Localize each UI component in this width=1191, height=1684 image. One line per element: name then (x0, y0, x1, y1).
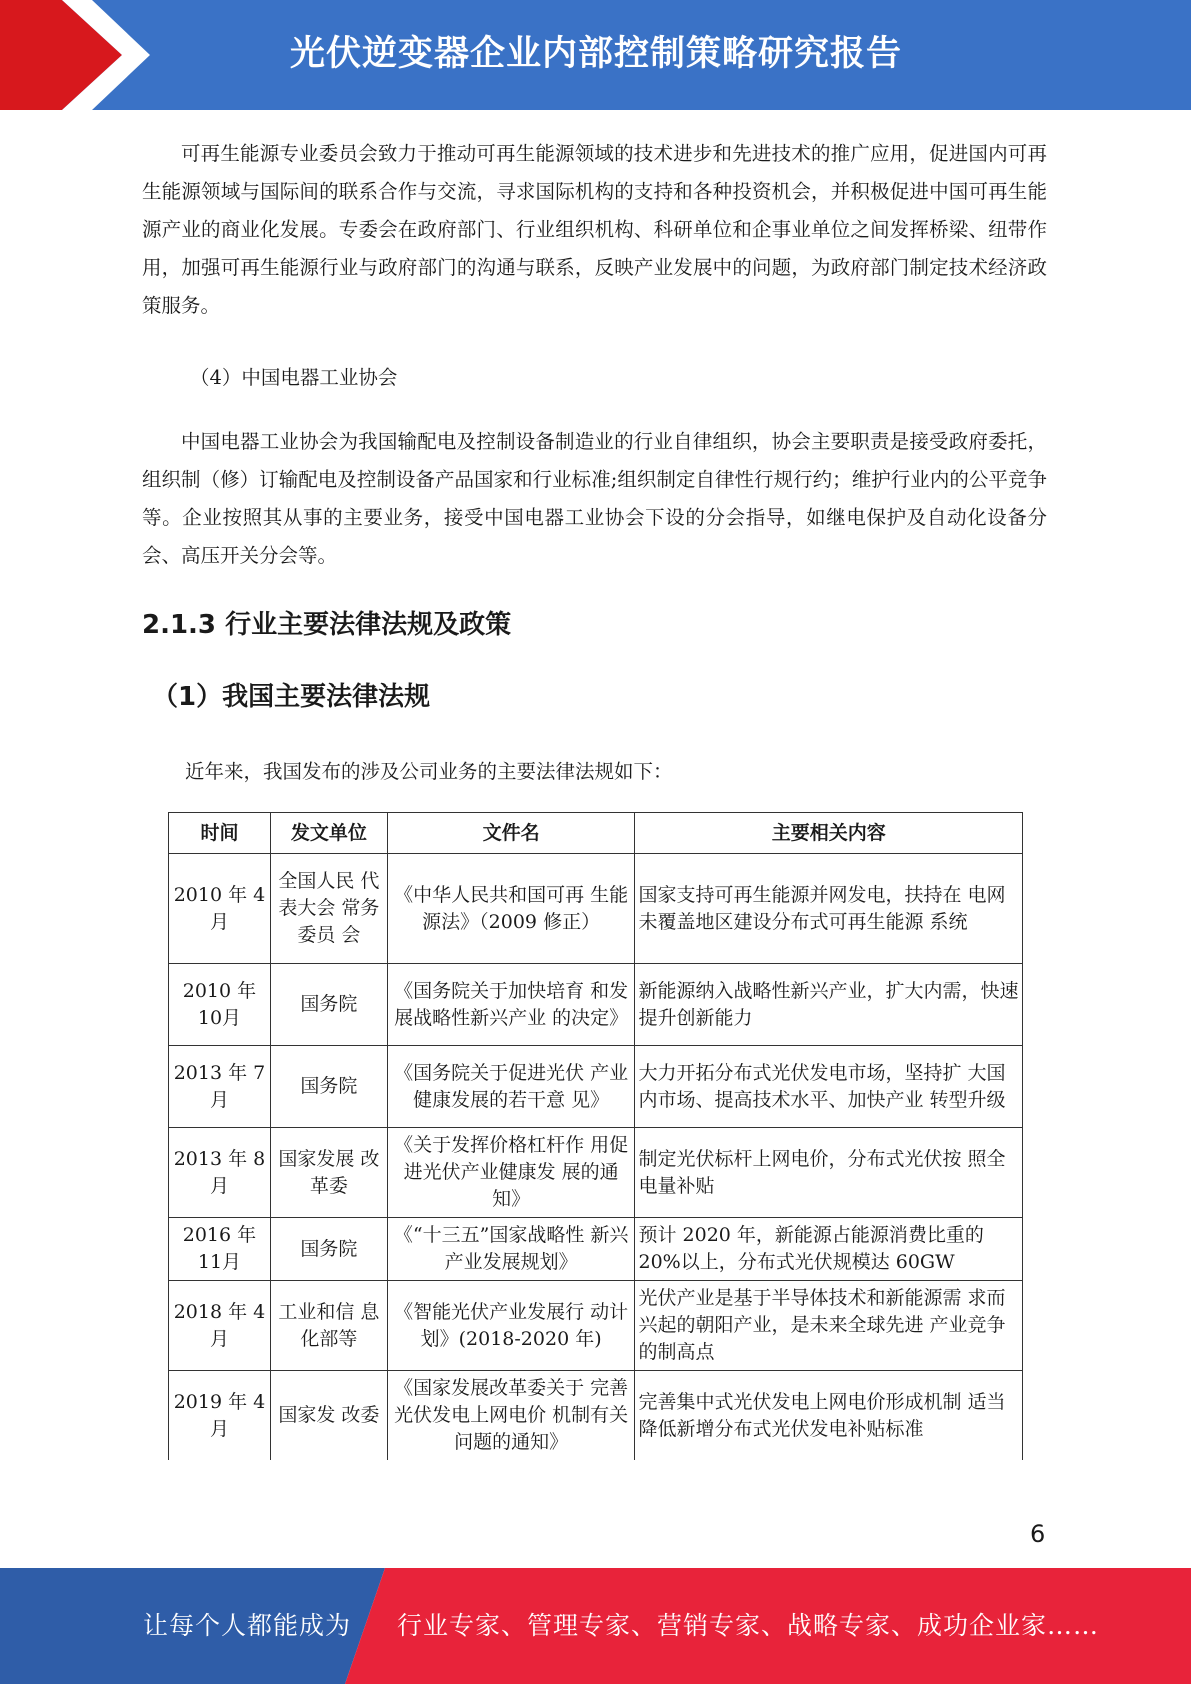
column-header-time: 时间 (169, 813, 271, 854)
cell-issuer: 国家发 改委 (270, 1371, 387, 1461)
cell-content: 完善集中式光伏发电上网电价形成机制 适当降低新增分布式光伏发电补贴标准 (635, 1371, 1023, 1461)
table-row (169, 854, 1023, 964)
table-header-row (169, 813, 1023, 854)
cell-issuer: 国务院 (270, 1046, 387, 1128)
report-title: 光伏逆变器企业内部控制策略研究报告 (290, 34, 903, 74)
table-row (169, 1128, 1023, 1218)
cell-content: 制定光伏标杆上网电价，分布式光伏按 照全电量补贴 (635, 1128, 1023, 1218)
cell-time: 2013 年 8月 (169, 1128, 271, 1218)
cell-time: 2010 年 10月 (169, 964, 271, 1046)
cell-issuer: 全国人民 代表大会 常务委员 会 (270, 854, 387, 964)
table-row (169, 964, 1023, 1046)
cell-issuer: 国务院 (270, 1218, 387, 1281)
cell-content: 预计 2020 年，新能源占能源消费比重的 20%以上，分布式光伏规模达 60GW (635, 1218, 1023, 1281)
cell-content: 大力开拓分布式光伏发电市场，坚持扩 大国内市场、提高技术水平、加快产业 转型升级 (635, 1046, 1023, 1128)
subsection-heading: （1）我国主要法律法规 (152, 682, 431, 712)
cell-document: 《国家发展改革委关于 完善光伏发电上网电价 机制有关问题的通知》 (387, 1371, 635, 1461)
footer-banner (0, 1568, 1191, 1684)
list-item-heading: （4）中国电器工业协会 (190, 366, 398, 389)
cell-time: 2018 年 4月 (169, 1281, 271, 1371)
cell-content: 国家支持可再生能源并网发电，扶持在 电网未覆盖地区建设分布式可再生能源 系统 (635, 854, 1023, 964)
cell-content: 新能源纳入战略性新兴产业，扩大内需，快速提升创新能力 (635, 964, 1023, 1046)
table-row (169, 1281, 1023, 1371)
cell-issuer: 工业和信 息化部等 (270, 1281, 387, 1371)
page-number: 6 (1030, 1520, 1046, 1548)
footer-slogan-roles: 行业专家、管理专家、营销专家、战略专家、成功企业家…… (397, 1611, 1100, 1640)
cell-time: 2010 年 4月 (169, 854, 271, 964)
column-header-content: 主要相关内容 (635, 813, 1023, 854)
column-header-document: 文件名 (387, 813, 635, 854)
cell-issuer: 国务院 (270, 964, 387, 1046)
footer-slogan-lead: 让每个人都能成为 (143, 1611, 352, 1640)
table-row (169, 1218, 1023, 1281)
cell-document: 《“十三五”国家战略性 新兴产业发展规划》 (387, 1218, 635, 1281)
cell-document: 《智能光伏产业发展行 动计划》(2018-2020 年) (387, 1281, 635, 1371)
cell-time: 2013 年 7月 (169, 1046, 271, 1128)
cell-document: 《国务院关于加快培育 和发展战略性新兴产业 的决定》 (387, 964, 635, 1046)
table-intro: 近年来，我国发布的涉及公司业务的主要法律法规如下： (185, 760, 673, 783)
table-row (169, 1046, 1023, 1128)
header-banner (0, 0, 1191, 110)
column-header-issuer: 发文单位 (270, 813, 387, 854)
cell-document: 《国务院关于促进光伏 产业健康发展的若干意 见》 (387, 1046, 635, 1128)
paragraph-electrical-association: 中国电器工业协会为我国输配电及控制设备制造业的行业自律组织，协会主要职责是接受政府委托，组织制（修）订输配电及控制设备产品国家和行业标准;组织制定自律性行规行约；维护行业内的公平竞争等。企业按照其从事的主要业务，接受中国电器工业协会下设的分会指导，如继电保护及自动化设备分会、高压开关分会等。 (142, 430, 1047, 567)
cell-issuer: 国家发展 改革委 (270, 1128, 387, 1218)
cell-content: 光伏产业是基于半导体技术和新能源需 求而兴起的朝阳产业，是未来全球先进 产业竞争的制高点 (635, 1281, 1023, 1371)
cell-document: 《中华人民共和国可再 生能源法》（2009 修正） (387, 854, 635, 964)
cell-time: 2016 年 11月 (169, 1218, 271, 1281)
cell-time: 2019 年 4月 (169, 1371, 271, 1461)
laws-table (168, 812, 1023, 1460)
table-row (169, 1371, 1023, 1461)
section-heading: 2.1.3 行业主要法律法规及政策 (142, 610, 512, 640)
paragraph-renewable-committee: 可再生能源专业委员会致力于推动可再生能源领域的技术进步和先进技术的推广应用，促进国内可再生能源领域与国际间的联系合作与交流，寻求国际机构的支持和各种投资机会，并积极促进中国可再生能源产业的商业化发展。专委会在政府部门、行业组织机构、科研单位和企事业单位之间发挥桥梁、纽带作用，加强可再生能源行业与政府部门的沟通与联系，反映产业发展中的问题，为政府部门制定技术经济政策服务。 (142, 142, 1047, 317)
cell-document: 《关于发挥价格杠杆作 用促进光伏产业健康发 展的通知》 (387, 1128, 635, 1218)
